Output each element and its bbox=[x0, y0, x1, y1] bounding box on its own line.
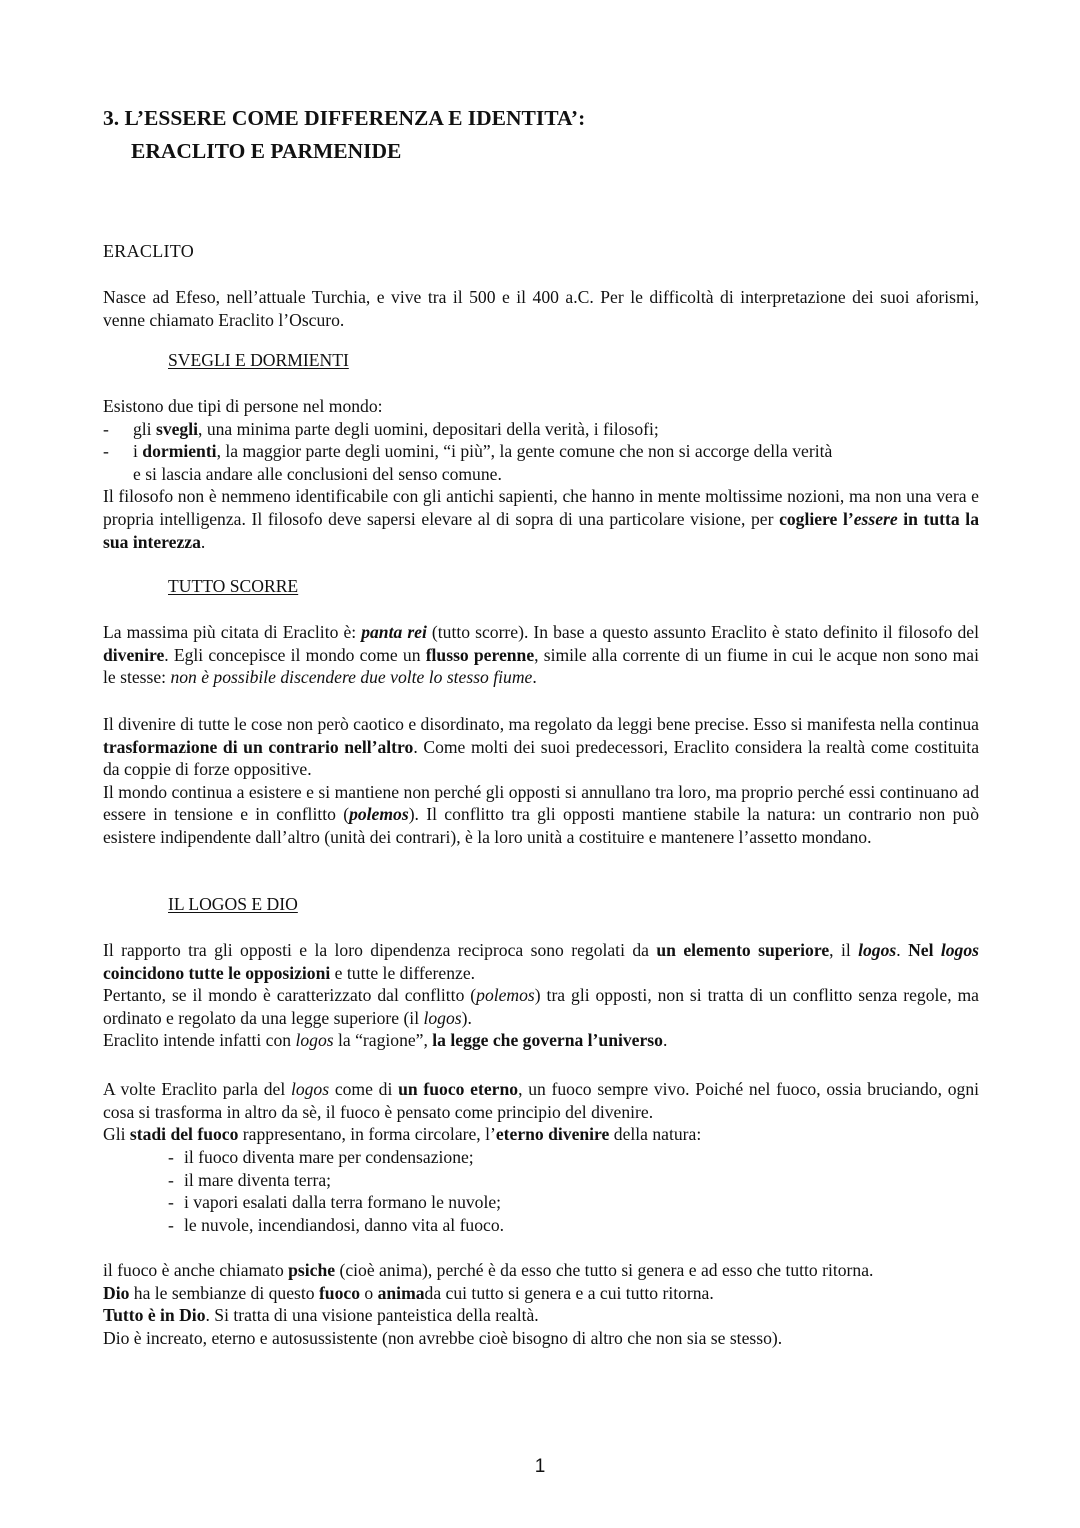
para-text: Gli bbox=[103, 1124, 130, 1145]
list-item bbox=[168, 1146, 868, 1169]
para-text: Il mondo continua a esistere e si mantiene non perché gli opposti si annullano tra loro, ma proprio perché essi continuano ad essere in tensione e in conflitto ( bbox=[103, 781, 979, 825]
para-bold: eterno divenire bbox=[495, 1124, 610, 1145]
author-heading: ERACLITO bbox=[103, 241, 195, 261]
item-text: , una minima parte degli uomini, depositari della verità, i filosofi; bbox=[198, 418, 659, 439]
logos-paragraph-2 bbox=[103, 984, 979, 1029]
list-item-svegli bbox=[103, 418, 979, 441]
list-item-text: i vapori esalati dalla terra formano le nuvole; bbox=[184, 1192, 502, 1213]
page-number: 1 bbox=[534, 1456, 546, 1477]
para-bold-italic: logos bbox=[940, 940, 979, 960]
para-text: il fuoco è anche chiamato bbox=[103, 1260, 289, 1280]
logos-paragraph-3 bbox=[103, 1029, 979, 1052]
svegli-lead: Esistono due tipi di persone nel mondo: bbox=[103, 396, 383, 416]
logos-paragraph-6 bbox=[103, 1259, 979, 1282]
para-bold-italic: polemos bbox=[349, 804, 409, 825]
item-bold-term: svegli bbox=[155, 418, 199, 439]
para-text: , il bbox=[829, 940, 859, 960]
para-text: Il rapporto tra gli opposti e la loro dipendenza reciproca sono regolati da bbox=[103, 940, 657, 960]
para-text: rappresentano, in forma circolare, l’ bbox=[238, 1124, 496, 1145]
para-text: ). Il conflitto tra gli opposti mantiene stabile la natura: un contrario non può esistere indipendente dall’altro (unità dei contrari), è la loro unità a costituire e mantenere l’assetto mondano. bbox=[103, 804, 979, 847]
list-item bbox=[168, 1191, 868, 1214]
chapter-title-line-2: ERACLITO E PARMENIDE bbox=[131, 139, 402, 163]
tutto-paragraph-1 bbox=[103, 621, 979, 689]
para-bold: un elemento superiore bbox=[656, 940, 830, 960]
chapter-title bbox=[103, 102, 979, 168]
para-bold: Dio bbox=[103, 1282, 130, 1303]
para-bold: stadi del fuoco bbox=[129, 1124, 239, 1145]
fuoco-body bbox=[103, 1078, 979, 1146]
para-text: . bbox=[662, 1030, 668, 1051]
logos-body bbox=[103, 939, 979, 1052]
para-bold: trasformazione di un contrario nell’altro bbox=[103, 736, 414, 757]
svegli-paragraph bbox=[103, 485, 979, 553]
para-text: ) tra gli opposti, non si tratta di un conflitto senza regole, ma ordinato e regolato da una legge superiore (il bbox=[103, 985, 979, 1028]
list-item bbox=[168, 1214, 868, 1237]
para-bold: coincidono tutte le opposizioni bbox=[103, 962, 331, 983]
para-text: La massima più citata di Eraclito è: bbox=[103, 622, 362, 642]
logos-paragraph-7 bbox=[103, 1282, 979, 1305]
para-text: , simile alla corrente di un fiume in cui le acque non sono mai le stesse: bbox=[103, 644, 979, 688]
para-italic: logos bbox=[423, 1007, 462, 1028]
para-italic: polemos bbox=[476, 985, 535, 1006]
para-bold: fuoco bbox=[318, 1282, 360, 1303]
dio-body bbox=[103, 1259, 979, 1349]
item-bold-term: dormienti bbox=[142, 441, 217, 462]
para-text: la “ragione”, bbox=[333, 1030, 433, 1051]
item-text: i bbox=[133, 441, 143, 462]
item-text: gli bbox=[133, 418, 156, 439]
para-text: (cioè anima), perché è da esso che tutto si genera e ad esso che tutto ritorna. bbox=[335, 1260, 874, 1280]
para-bold: Tutto è in Dio bbox=[103, 1305, 206, 1326]
para-text: o bbox=[360, 1282, 378, 1303]
para-text: , un fuoco sempre vivo. Poiché nel fuoco, ossia bruciando, ogni cosa si trasforma in altro da sè, il fuoco è pensato come principio del divenire. bbox=[103, 1079, 980, 1122]
item-text: , la maggior parte degli uomini, “i più”, la gente comune che non si accorge della verità bbox=[216, 441, 833, 462]
list-item bbox=[168, 1169, 868, 1192]
section-heading-tutto-scorre: TUTTO SCORRE bbox=[168, 576, 299, 596]
tutto-paragraph-2 bbox=[103, 713, 979, 781]
para-text: . Egli concepisce il mondo come un bbox=[164, 644, 426, 665]
para-bold: flusso perenne bbox=[425, 644, 535, 665]
para-italic: non è possibile discendere due volte lo stesso fiume bbox=[170, 667, 533, 688]
section-svegli-body bbox=[103, 395, 979, 553]
fuoco-stages-list bbox=[168, 1146, 868, 1236]
list-item-text: le nuvole, incendiandosi, danno vita al fuoco. bbox=[184, 1214, 505, 1235]
para-bold: anima bbox=[377, 1282, 425, 1303]
para-text: ). bbox=[461, 1007, 472, 1028]
dash-bullet: - bbox=[168, 1169, 174, 1190]
para-bold-italic: essere bbox=[853, 508, 898, 529]
para-text: (tutto scorre). In base a questo assunto Eraclito è stato definito il filosofo del bbox=[426, 622, 979, 642]
para-bold: cogliere l’ bbox=[779, 508, 854, 529]
section-heading-svegli: SVEGLI E DORMIENTI bbox=[168, 350, 349, 370]
list-item-text: il fuoco diventa mare per condensazione; bbox=[184, 1147, 474, 1167]
para-italic: logos bbox=[295, 1030, 334, 1051]
para-bold: un fuoco eterno bbox=[398, 1079, 519, 1099]
para-bold: la legge che governa l’universo bbox=[432, 1030, 663, 1051]
list-item-continuation: e si lascia andare alle conclusioni del senso comune. bbox=[133, 463, 502, 484]
section-heading-logos: IL LOGOS E DIO bbox=[168, 894, 298, 914]
para-bold-italic: panta rei bbox=[361, 622, 427, 642]
para-text: Il divenire di tutte le cose non però caotico e disordinato, ma regolato da leggi bene precise. Esso si manifesta nella continua bbox=[103, 714, 979, 734]
para-text: . bbox=[896, 940, 909, 960]
logos-paragraph-1 bbox=[103, 939, 979, 984]
logos-paragraph-5 bbox=[103, 1123, 979, 1146]
para-text: . Si tratta di una visione panteistica della realtà. bbox=[205, 1305, 539, 1326]
logos-paragraph-8 bbox=[103, 1304, 979, 1327]
para-bold-italic: logos bbox=[858, 940, 897, 960]
para-text: Il filosofo non è nemmeno identificabile con gli antichi sapienti, che hanno in mente moltissime nozioni, ma non una vera e propria intelligenza. Il filosofo deve sapersi elevare al di sopra di una particolare visione, per bbox=[103, 486, 979, 529]
list-item-text: il mare diventa terra; bbox=[184, 1169, 332, 1190]
para-text: Pertanto, se il mondo è caratterizzato dal conflitto ( bbox=[103, 985, 477, 1006]
logos-paragraph-9: Dio è increato, eterno e autosussistente (non avrebbe cioè bisogno di altro che non sia se stesso). bbox=[103, 1327, 783, 1348]
para-text: ha le sembianze di questo bbox=[129, 1282, 319, 1303]
para-text: . Come molti dei suoi predecessori, Eraclito considera la realtà come costituita da coppie di forze oppositive. bbox=[103, 736, 980, 780]
para-text: e tutte le differenze. bbox=[330, 962, 476, 983]
para-italic: logos bbox=[290, 1079, 330, 1099]
para-text: . bbox=[200, 531, 206, 552]
para-text: A volte Eraclito parla del bbox=[103, 1079, 291, 1099]
intro-paragraph: Nasce ad Efeso, nell’attuale Turchia, e vive tra il 500 e il 400 a.C. Per le difficoltà di interpretazione dei suoi aforismi, venne chiamato Eraclito l’Oscuro. bbox=[103, 287, 979, 330]
dash-bullet: - bbox=[103, 441, 109, 462]
para-text: da cui tutto si genera e a cui tutto ritorna. bbox=[424, 1282, 714, 1303]
dash-bullet: - bbox=[103, 418, 109, 439]
chapter-title-line-1: 3. L’ESSERE COME DIFFERENZA E IDENTITA’: bbox=[103, 106, 586, 130]
list-item-dormienti bbox=[103, 440, 979, 463]
para-bold: divenire bbox=[103, 644, 165, 665]
dash-bullet: - bbox=[168, 1214, 174, 1235]
para-bold: Nel bbox=[908, 940, 941, 960]
para-text: . bbox=[532, 667, 537, 688]
tutto-paragraph-3 bbox=[103, 781, 979, 849]
dash-bullet: - bbox=[168, 1192, 174, 1213]
logos-paragraph-4 bbox=[103, 1078, 979, 1123]
para-bold: in tutta la sua interezza bbox=[103, 508, 979, 552]
para-text: come di bbox=[329, 1079, 399, 1099]
para-text: della natura: bbox=[609, 1124, 702, 1145]
para-text: Eraclito intende infatti con bbox=[103, 1030, 296, 1051]
para-bold: psiche bbox=[288, 1260, 336, 1280]
dash-bullet: - bbox=[168, 1147, 174, 1167]
tutto-body bbox=[103, 713, 979, 849]
